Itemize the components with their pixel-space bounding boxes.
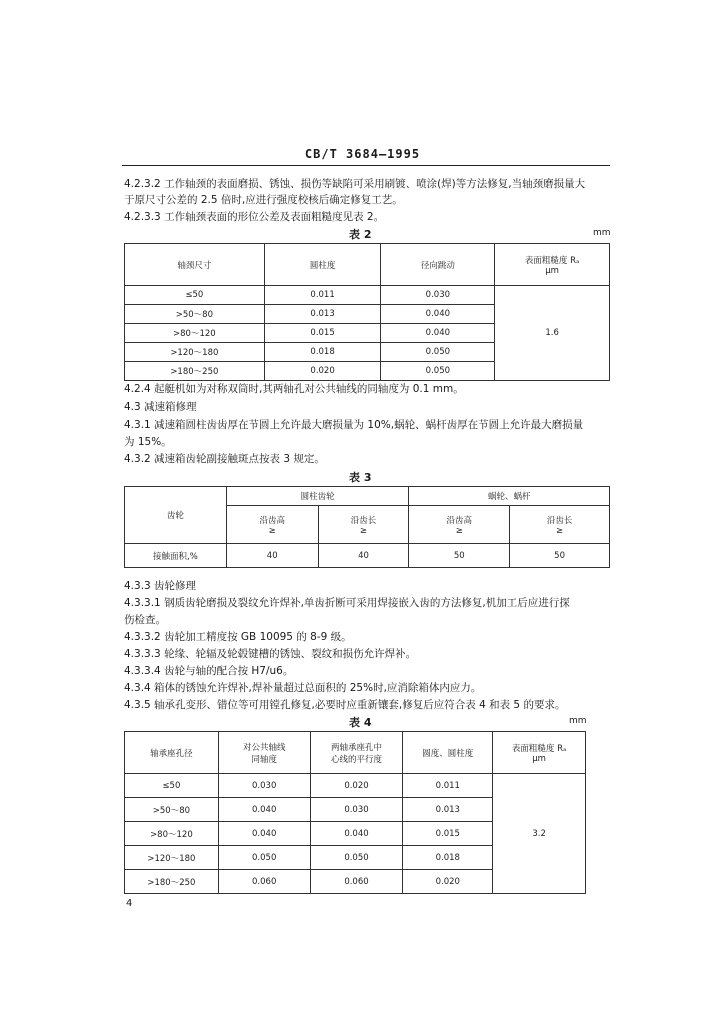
t2-head-runout: 径向跳动 — [381, 244, 495, 286]
t2-r4-runout: 0.050 — [381, 343, 495, 362]
page-number: 4 — [126, 898, 133, 909]
t4-roughness-value: 3.2 — [493, 774, 586, 894]
t3-sub-4 — [510, 506, 610, 544]
para-4-3: 4.3 减速箱修理 — [124, 401, 197, 413]
t4-r4-coax: 0.050 — [218, 846, 310, 870]
t2-head-roughness — [495, 244, 610, 286]
t3-row-head — [125, 487, 227, 544]
t2-r3-runout: 0.040 — [381, 324, 495, 343]
t3-sub-1 — [226, 506, 318, 544]
t3-sub-4-label: 沿齿长 — [546, 515, 573, 526]
t2-r4-cyl: 0.018 — [264, 343, 381, 362]
t3-data-label: 接触面积,% — [125, 544, 227, 568]
para-4-3-3-4: 4.3.3.4 齿轮与轴的配合按 H7/u6。 — [124, 665, 294, 677]
t3-sub-3-label: 沿齿高 — [446, 515, 473, 526]
para-4-3-1-line1: 4.3.1 减速箱圆柱齿齿厚在节圆上允许最大磨损量为 10%,蜗轮、蜗杆齿厚在节圆上允许最大磨损量 — [124, 419, 584, 431]
t4-r2-par: 0.030 — [310, 798, 403, 822]
t2-r5-cyl: 0.020 — [264, 362, 381, 381]
t3-sub-1-ge: ≥ — [268, 525, 276, 536]
para-4-2-3-3: 4.2.3.3 工作轴颈表面的形位公差及表面粗糙度见表 2。 — [124, 211, 385, 223]
t3-row-head-label: 齿轮 — [166, 511, 184, 521]
t4-r5-coax: 0.060 — [218, 870, 310, 894]
t4-r2-round: 0.013 — [403, 798, 493, 822]
t4-r5-round: 0.020 — [403, 870, 493, 894]
t2-r4-size: >120～180 — [125, 343, 265, 362]
t4-r3-coax: 0.040 — [218, 822, 310, 846]
t4-r3-par: 0.040 — [310, 822, 403, 846]
t4-head-rough-1: 表面粗糙度 Rₐ — [511, 743, 567, 754]
t3-sub-3-ge: ≥ — [455, 525, 463, 536]
t3-val-1: 40 — [226, 544, 318, 568]
t4-head-parallelism — [310, 732, 403, 774]
para-4-3-3-1-line1: 4.3.3.1 钢质齿轮磨损及裂纹允许焊补,单齿折断可采用焊接嵌入齿的方法修复,机加工后应进行探 — [124, 597, 570, 609]
t2-roughness-value: 1.6 — [495, 286, 610, 381]
t2-head-roughness-unit: μm — [545, 265, 559, 276]
t4-r4-round: 0.018 — [403, 846, 493, 870]
para-4-3-4: 4.3.4 箱体的锈蚀允许焊补,焊补量超过总面积的 25%时,应消除箱体内应力。 — [124, 682, 482, 694]
t4-r5-par: 0.060 — [310, 870, 403, 894]
t3-val-3: 50 — [409, 544, 510, 568]
t3-sub-2 — [318, 506, 409, 544]
t4-head-par-2: 心线的平行度 — [330, 754, 382, 765]
table2 — [124, 243, 610, 381]
t3-val-4: 50 — [510, 544, 610, 568]
t2-r2-size: >50～80 — [125, 305, 265, 324]
t3-sub-2-label: 沿齿长 — [350, 515, 377, 526]
t2-r1-size: ≤50 — [125, 286, 265, 305]
table3-caption: 表 3 — [349, 471, 372, 484]
t2-head-roughness-label: 表面粗糙度 Rₐ — [524, 255, 580, 266]
para-4-3-1-line2: 为 15%。 — [124, 436, 172, 448]
t2-r5-size: >180～250 — [125, 362, 265, 381]
para-4-3-5: 4.3.5 轴承孔变形、错位等可用镗孔修复,必要时应重新镶套,修复后应符合表 4 和表 5 的要求。 — [124, 699, 566, 711]
t4-head-roughness — [493, 732, 586, 774]
t4-head-coaxiality — [218, 732, 310, 774]
t4-r4-bore: >120～180 — [125, 846, 219, 870]
t2-r1-runout: 0.030 — [381, 286, 495, 305]
standard-number-header: CB/T 3684—1995 — [304, 147, 421, 161]
para-4-2-4: 4.2.4 起艇机如为对称双筒时,其两轴孔对公共轴线的同轴度为 0.1 mm。 — [124, 383, 464, 395]
t2-r5-runout: 0.050 — [381, 362, 495, 381]
t3-sub-4-ge: ≥ — [556, 525, 564, 536]
t3-sub-3 — [409, 506, 510, 544]
t2-r2-runout: 0.040 — [381, 305, 495, 324]
table2-unit: mm — [593, 228, 611, 238]
t4-head-coax-1: 对公共轴线 — [242, 742, 286, 753]
table2-caption: 表 2 — [349, 228, 372, 241]
table4 — [124, 731, 586, 894]
t4-head-bore: 轴承座孔径 — [125, 732, 219, 774]
t2-head-cylindricity: 圆柱度 — [264, 244, 381, 286]
t4-r5-bore: >180～250 — [125, 870, 219, 894]
t4-r3-round: 0.015 — [403, 822, 493, 846]
para-4-3-3-1-line2: 伤检查。 — [124, 614, 166, 626]
t3-sub-1-label: 沿齿高 — [259, 515, 285, 526]
t4-r1-round: 0.011 — [403, 774, 493, 798]
t4-r4-par: 0.050 — [310, 846, 403, 870]
t4-head-roundness: 圆度、圆柱度 — [403, 732, 493, 774]
t2-r1-cyl: 0.011 — [264, 286, 381, 305]
table4-caption: 表 4 — [349, 716, 372, 729]
t4-r2-bore: >50～80 — [125, 798, 219, 822]
t4-r3-bore: >80～120 — [125, 822, 219, 846]
para-4-3-3-3: 4.3.3.3 轮缘、轮辐及轮毂键槽的锈蚀、裂纹和损伤允许焊补。 — [124, 648, 417, 660]
para-4-2-3-2-line1: 4.2.3.2 工作轴颈的表面磨损、锈蚀、损伤等缺陷可采用刷镀、喷涂(焊)等方法修复,当轴颈磨损量大 — [124, 178, 586, 190]
header-rule — [122, 165, 610, 166]
t4-head-coax-2: 同轴度 — [251, 754, 277, 765]
t4-head-par-1: 两轴承座孔中 — [330, 742, 382, 753]
t2-r3-size: >80～120 — [125, 324, 265, 343]
para-4-3-3-2: 4.3.3.2 齿轮加工精度按 GB 10095 的 8-9 级。 — [124, 631, 352, 643]
t2-r3-cyl: 0.015 — [264, 324, 381, 343]
t3-sub-2-ge: ≥ — [359, 525, 368, 536]
para-4-3-2: 4.3.2 减速箱齿轮副接触斑点按表 3 规定。 — [124, 453, 325, 465]
t2-r2-cyl: 0.013 — [264, 305, 381, 324]
t4-r1-coax: 0.030 — [218, 774, 310, 798]
table3 — [124, 486, 610, 568]
t3-group-worm: 蜗轮、蜗杆 — [409, 487, 610, 506]
t4-r1-par: 0.020 — [310, 774, 403, 798]
table4-unit: mm — [569, 716, 587, 726]
t4-r1-bore: ≤50 — [125, 774, 219, 798]
para-4-3-3: 4.3.3 齿轮修理 — [124, 580, 197, 592]
t4-r2-coax: 0.040 — [218, 798, 310, 822]
t3-val-2: 40 — [318, 544, 409, 568]
para-4-2-3-2-line2: 于原尺寸公差的 2.5 倍时,应进行强度校核后确定修复工艺。 — [124, 194, 403, 206]
t4-head-rough-2: μm — [532, 753, 546, 764]
t3-group-spur: 圆柱齿轮 — [226, 487, 409, 506]
t2-head-size: 轴颈尺寸 — [125, 244, 265, 286]
